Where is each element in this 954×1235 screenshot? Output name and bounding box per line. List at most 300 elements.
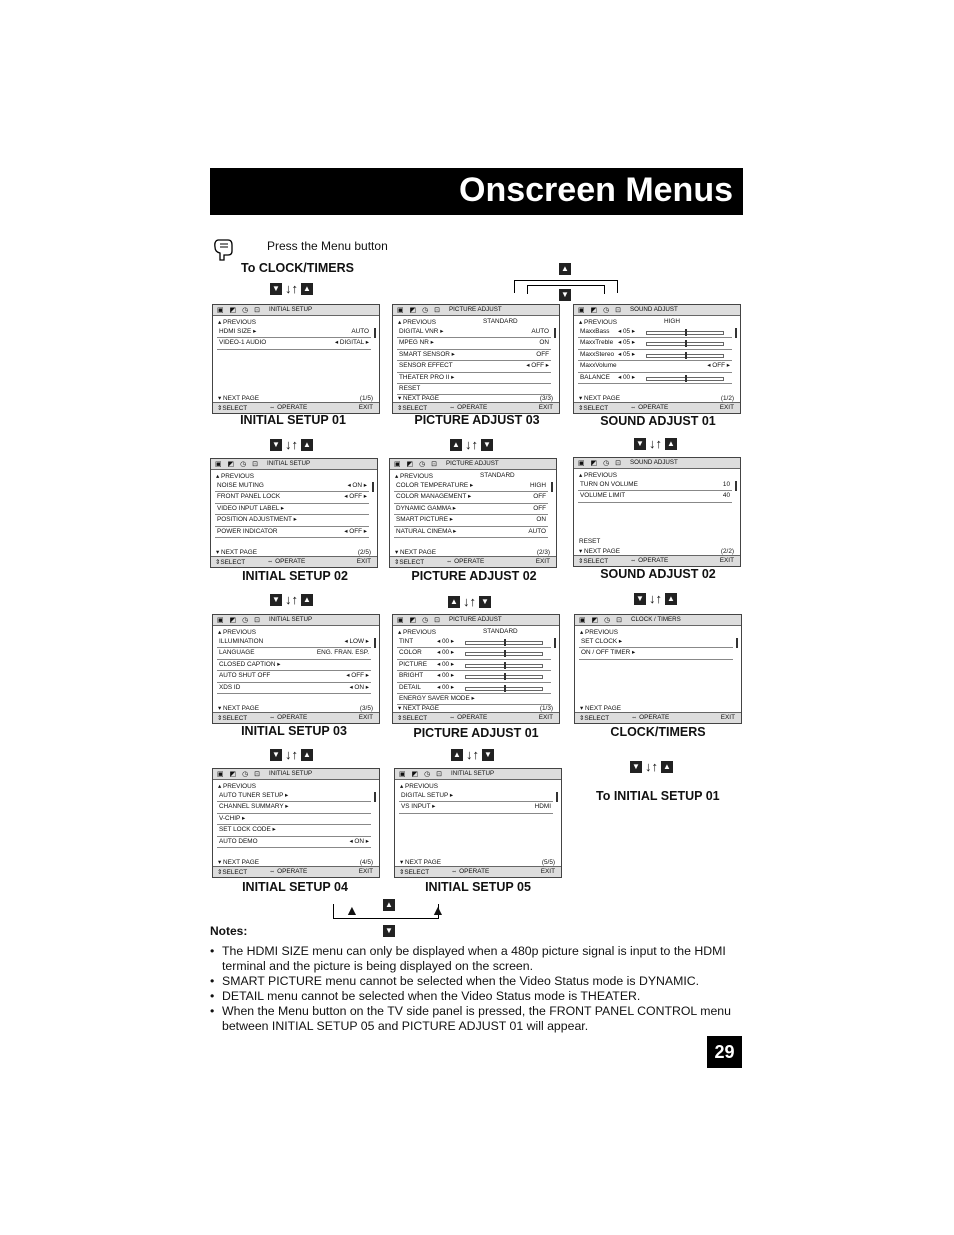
row-number: ◂ 05 ▸ xyxy=(618,339,636,347)
note-item: • DETAIL menu cannot be selected when the Video Status mode is THEATER. xyxy=(210,989,750,1004)
row-value: 40 xyxy=(722,492,730,500)
previous-label: ▴ PREVIOUS xyxy=(398,629,437,636)
row-label: AUTO TUNER SETUP ▸ xyxy=(219,792,289,799)
row-label: VIDEO-1 AUDIO xyxy=(219,339,267,347)
row-label: MaxxStereo xyxy=(580,350,615,358)
select-label: ⇕SELECT xyxy=(579,715,610,722)
slider-thumb xyxy=(504,639,506,646)
page-indicator: (1/5) xyxy=(359,395,373,402)
menu-row xyxy=(217,338,371,349)
screen-header xyxy=(393,305,559,316)
page-indicator: (1/2) xyxy=(720,395,734,402)
menu-tab-icons: ▣ ◩ ◷ ⊡ xyxy=(397,617,443,624)
menu-screen-is02 xyxy=(210,458,378,568)
previous-label: ▴ PREVIOUS xyxy=(400,783,439,790)
menu-row xyxy=(217,660,371,671)
menu-row xyxy=(217,802,371,813)
screen-label-sa01: SOUND ADJUST 01 xyxy=(600,414,716,428)
screen-header xyxy=(211,459,377,470)
row-label: DETAIL xyxy=(399,683,421,691)
row-label: FRONT PANEL LOCK xyxy=(217,493,281,501)
next-page-label: ▾ NEXT PAGE xyxy=(579,395,620,402)
next-page-label: ▾ NEXT PAGE xyxy=(400,859,441,866)
nav-arrows: ▼ ↓↑ ▲ xyxy=(634,591,677,606)
select-label: ⇕SELECT xyxy=(217,869,248,876)
menu-screen-sa02 xyxy=(573,457,741,567)
menu-row xyxy=(397,327,551,338)
row-label: TURN ON VOLUME xyxy=(580,481,638,488)
screen-title: SOUND ADJUST xyxy=(630,459,678,466)
mode-label: STANDARD xyxy=(483,318,518,325)
select-label: ⇕SELECT xyxy=(397,715,428,722)
scrollbar-icon xyxy=(554,328,556,338)
exit-label: EXIT xyxy=(535,558,550,565)
nav-arrows: ▼ ↓↑ ▲ xyxy=(270,281,313,296)
menu-row xyxy=(397,683,551,694)
slider-track xyxy=(646,377,724,381)
menu-row xyxy=(394,515,548,526)
menu-row xyxy=(579,637,733,648)
exit-label: EXIT xyxy=(356,558,371,565)
menu-row xyxy=(217,637,371,648)
row-label: LANGUAGE xyxy=(219,649,255,657)
screen-label-is05: INITIAL SETUP 05 xyxy=(425,880,531,894)
screen-header xyxy=(574,458,740,469)
row-label: VOLUME LIMIT xyxy=(580,492,626,500)
page-indicator: (3/3) xyxy=(539,395,553,402)
menu-tab-icons: ▣ ◩ ◷ ⊡ xyxy=(579,617,625,624)
previous-label: ▴ PREVIOUS xyxy=(579,319,618,326)
menu-row xyxy=(397,637,551,648)
row-value: HDMI xyxy=(534,803,551,811)
row-label: VS INPUT ▸ xyxy=(401,803,436,811)
menu-screen-pa02 xyxy=(389,458,557,568)
down-arrow-icon: ▼ xyxy=(559,287,571,301)
exit-label: EXIT xyxy=(358,714,373,721)
next-page-label: ▾ NEXT PAGE xyxy=(398,395,439,402)
menu-row xyxy=(217,814,371,825)
row-number: ◂ 00 ▸ xyxy=(437,660,455,668)
select-label: ⇕SELECT xyxy=(578,405,609,412)
row-label: BRIGHT xyxy=(399,672,424,680)
screen-header xyxy=(393,615,559,626)
nav-arrows: ▲ ↓↑ ▼ xyxy=(450,437,493,452)
screen-label-is04: INITIAL SETUP 04 xyxy=(242,880,348,894)
mode-label: STANDARD xyxy=(483,628,518,635)
page-indicator: (5/5) xyxy=(541,859,555,866)
menu-row xyxy=(394,527,548,538)
row-label: BALANCE xyxy=(580,373,610,381)
screen-footer xyxy=(390,556,556,567)
scrollbar-icon xyxy=(735,481,737,491)
screen-label-pa03: PICTURE ADJUST 03 xyxy=(414,413,540,427)
row-label: ON / OFF TIMER ▸ xyxy=(581,649,636,657)
row-value: ON xyxy=(539,339,549,347)
menu-row xyxy=(215,515,369,526)
menu-tab-icons: ▣ ◩ ◷ ⊡ xyxy=(217,617,263,624)
row-label: CLOSED CAPTION ▸ xyxy=(219,660,281,668)
exit-label: EXIT xyxy=(358,868,373,875)
menu-tab-icons: ▣ ◩ ◷ ⊡ xyxy=(399,771,445,778)
scrollbar-icon xyxy=(736,638,738,648)
slider-track xyxy=(646,354,724,358)
press-menu-text: Press the Menu button xyxy=(267,239,388,253)
previous-label: ▴ PREVIOUS xyxy=(579,472,618,479)
menu-screen-pa01 xyxy=(392,614,560,724)
previous-label: ▴ PREVIOUS xyxy=(218,319,257,326)
next-page-label: ▾ NEXT PAGE xyxy=(579,548,620,555)
scrollbar-icon xyxy=(372,482,374,492)
screen-title: PICTURE ADJUST xyxy=(449,616,502,623)
row-label: DYNAMIC GAMMA ▸ xyxy=(396,504,457,512)
row-value: ENG. FRAN. ESP. xyxy=(316,649,369,657)
reset-label: RESET xyxy=(579,538,601,545)
exit-label: EXIT xyxy=(719,404,734,411)
row-label: XDS ID xyxy=(219,683,241,691)
row-number: ◂ 05 ▸ xyxy=(618,328,636,335)
slider-track xyxy=(646,342,724,346)
operate-label: ⇔ OPERATE xyxy=(630,404,669,411)
row-value: HIGH xyxy=(530,482,546,489)
slider-track xyxy=(465,675,543,679)
slider-thumb xyxy=(504,662,506,669)
slider-thumb xyxy=(685,329,687,336)
menu-tab-icons: ▣ ◩ ◷ ⊡ xyxy=(217,307,263,314)
row-value: ◂ OFF ▸ xyxy=(346,672,369,680)
screen-label-pa02: PICTURE ADJUST 02 xyxy=(411,569,537,583)
menu-row xyxy=(397,373,551,384)
row-label: MaxxVolume xyxy=(580,362,617,370)
menu-row xyxy=(217,327,371,338)
scrollbar-icon xyxy=(556,792,558,802)
row-label: NATURAL CINEMA ▸ xyxy=(396,527,457,535)
row-value: OFF xyxy=(533,504,546,512)
up-pointer-icon: ▲ xyxy=(345,902,359,918)
page-title-bar xyxy=(210,168,743,215)
row-label: RESET xyxy=(399,384,421,392)
page-indicator: (2/2) xyxy=(720,548,734,555)
select-label: ⇕SELECT xyxy=(217,715,248,722)
slider-track xyxy=(646,331,724,335)
menu-row xyxy=(578,480,732,491)
row-value: ◂ OFF ▸ xyxy=(344,493,367,501)
previous-label: ▴ PREVIOUS xyxy=(398,319,437,326)
exit-label: EXIT xyxy=(540,868,555,875)
slider-thumb xyxy=(685,340,687,347)
menu-row xyxy=(215,527,369,538)
screen-header xyxy=(213,615,379,626)
menu-screen-is03 xyxy=(212,614,380,724)
row-label: PICTURE xyxy=(399,660,428,668)
row-label: COLOR xyxy=(399,649,422,657)
previous-label: ▴ PREVIOUS xyxy=(395,473,434,480)
screen-footer xyxy=(213,402,379,413)
row-number: ◂ 00 ▸ xyxy=(618,373,636,381)
menu-row xyxy=(578,361,732,372)
menu-tab-icons: ▣ ◩ ◷ ⊡ xyxy=(217,771,263,778)
operate-label: ⇔ OPERATE xyxy=(630,557,669,564)
up-pointer-icon: ▲ xyxy=(431,902,445,918)
menu-tab-icons: ▣ ◩ ◷ ⊡ xyxy=(578,460,624,467)
previous-label: ▴ PREVIOUS xyxy=(580,629,619,636)
row-value: ◂ ON ▸ xyxy=(347,482,367,489)
slider-track xyxy=(465,687,543,691)
row-value: ◂ ON ▸ xyxy=(349,837,369,845)
slider-thumb xyxy=(685,375,687,382)
menu-row xyxy=(578,338,732,349)
nav-arrows: ▼ ↓↑ ▲ xyxy=(634,436,677,451)
screen-title: SOUND ADJUST xyxy=(630,306,678,313)
menu-row xyxy=(394,504,548,515)
menu-row xyxy=(578,350,732,361)
screen-title: PICTURE ADJUST xyxy=(446,460,499,467)
row-label: SET CLOCK ▸ xyxy=(581,638,623,645)
operate-label: ⇔ OPERATE xyxy=(269,868,308,875)
menu-tab-icons: ▣ ◩ ◷ ⊡ xyxy=(397,307,443,314)
slider-track xyxy=(465,652,543,656)
operate-label: ⇔ OPERATE xyxy=(446,558,485,565)
menu-screen-pa03 xyxy=(392,304,560,414)
menu-row xyxy=(217,671,371,682)
mode-label: HIGH xyxy=(664,318,680,325)
screen-header xyxy=(390,459,556,470)
page-title: Onscreen Menus xyxy=(459,171,733,209)
row-value: 10 xyxy=(722,481,730,488)
row-label: ILLUMINATION xyxy=(219,638,264,645)
screen-header xyxy=(213,769,379,780)
menu-tab-icons: ▣ ◩ ◷ ⊡ xyxy=(578,307,624,314)
menu-row xyxy=(217,648,371,659)
menu-screen-ct xyxy=(574,614,742,724)
note-item: • The HDMI SIZE menu can only be displayed when a 480p picture signal is input to the HDMI terminal and the picture is being displayed on the screen. xyxy=(210,944,750,974)
select-label: ⇕SELECT xyxy=(578,558,609,565)
row-value: ◂ LOW ▸ xyxy=(344,638,369,645)
screen-label-is03: INITIAL SETUP 03 xyxy=(241,724,347,738)
row-value: AUTO xyxy=(531,328,549,335)
screen-title: INITIAL SETUP xyxy=(269,770,313,777)
row-value: AUTO xyxy=(351,328,369,335)
menu-row xyxy=(215,492,369,503)
menu-tab-icons: ▣ ◩ ◷ ⊡ xyxy=(394,461,440,468)
select-label: ⇕SELECT xyxy=(397,405,428,412)
menu-row xyxy=(397,660,551,671)
slider-track xyxy=(465,664,543,668)
row-label: POWER INDICATOR xyxy=(217,527,278,535)
row-value: AUTO xyxy=(528,527,546,535)
menu-row xyxy=(399,802,553,813)
row-label: COLOR TEMPERATURE ▸ xyxy=(396,482,474,489)
row-label: CHANNEL SUMMARY ▸ xyxy=(219,803,289,811)
row-value: ◂ OFF ▸ xyxy=(526,362,549,370)
exit-label: EXIT xyxy=(538,404,553,411)
nav-arrows: ▼ ↓↑ ▲ xyxy=(630,759,673,774)
menu-row xyxy=(397,338,551,349)
row-label: HDMI SIZE ▸ xyxy=(219,328,257,335)
nav-arrows: ▼ ↓↑ ▲ xyxy=(270,437,313,452)
row-value: ◂ DIGITAL ▸ xyxy=(334,339,369,347)
next-page-label: ▾ NEXT PAGE xyxy=(218,395,259,402)
menu-tab-icons: ▣ ◩ ◷ ⊡ xyxy=(215,461,261,468)
slider-thumb xyxy=(504,650,506,657)
menu-row xyxy=(579,648,733,659)
row-label: TINT xyxy=(399,638,414,645)
notes-list xyxy=(210,944,750,1034)
slider-thumb xyxy=(685,352,687,359)
row-label: POSITION ADJUSTMENT ▸ xyxy=(217,516,297,524)
menu-row xyxy=(215,504,369,515)
row-label: THEATER PRO II ▸ xyxy=(399,373,455,381)
row-label: AUTO SHUT OFF xyxy=(219,672,271,680)
page-indicator: (2/3) xyxy=(536,549,550,556)
page-number: 29 xyxy=(707,1036,742,1068)
screen-label-is02: INITIAL SETUP 02 xyxy=(242,569,348,583)
scrollbar-icon xyxy=(374,328,376,338)
nav-arrows: ▲ ↓↑ ▼ xyxy=(451,747,494,762)
menu-row xyxy=(217,837,371,848)
select-label: ⇕SELECT xyxy=(215,559,246,566)
screen-title: INITIAL SETUP xyxy=(269,306,313,313)
nav-arrows: ▼ ↓↑ ▲ xyxy=(270,592,313,607)
row-label: MPEG NR ▸ xyxy=(399,339,434,347)
screen-footer xyxy=(213,712,379,723)
to-clock-label: To CLOCK/TIMERS xyxy=(241,261,354,275)
screen-title: INITIAL SETUP xyxy=(451,770,495,777)
next-page-label: ▾ NEXT PAGE xyxy=(580,705,621,712)
screen-footer xyxy=(213,866,379,877)
screen-footer xyxy=(393,712,559,723)
select-label: ⇕SELECT xyxy=(394,559,425,566)
previous-label: ▴ PREVIOUS xyxy=(218,783,257,790)
next-page-label: ▾ NEXT PAGE xyxy=(216,549,257,556)
scrollbar-icon xyxy=(554,638,556,648)
nav-arrows: ▲ ↓↑ ▼ xyxy=(448,594,491,609)
menu-row xyxy=(394,481,548,492)
screen-footer xyxy=(575,712,741,723)
menu-row xyxy=(217,825,371,836)
next-page-label: ▾ NEXT PAGE xyxy=(218,859,259,866)
screen-label-ct: CLOCK/TIMERS xyxy=(610,725,706,739)
screen-footer xyxy=(393,402,559,413)
slider-thumb xyxy=(504,685,506,692)
notes-heading: Notes: xyxy=(210,924,248,938)
screen-label-sa02: SOUND ADJUST 02 xyxy=(600,567,716,581)
page-indicator: (3/5) xyxy=(359,705,373,712)
exit-label: EXIT xyxy=(719,557,734,564)
row-label: AUTO DEMO xyxy=(219,837,258,845)
operate-label: ⇔ OPERATE xyxy=(449,404,488,411)
note-item: • When the Menu button on the TV side panel is pressed, the FRONT PANEL CONTROL menu between INITIAL SETUP 05 and PICTURE ADJUST 01 will appear. xyxy=(210,1004,750,1034)
operate-label: ⇔ OPERATE xyxy=(269,404,308,411)
screen-footer xyxy=(211,556,377,567)
previous-label: ▴ PREVIOUS xyxy=(216,473,255,480)
menu-screen-is05 xyxy=(394,768,562,878)
screen-header xyxy=(574,305,740,316)
to-initial-label: To INITIAL SETUP 01 xyxy=(596,789,720,803)
row-value: OFF xyxy=(533,493,546,501)
row-label: SMART SENSOR ▸ xyxy=(399,350,455,358)
next-page-label: ▾ NEXT PAGE xyxy=(395,549,436,556)
screen-header xyxy=(575,615,741,626)
menu-row xyxy=(578,327,732,338)
screen-footer xyxy=(574,555,740,566)
row-number: ◂ 00 ▸ xyxy=(437,683,455,691)
operate-label: ⇔ OPERATE xyxy=(269,714,308,721)
screen-footer xyxy=(395,866,561,877)
menu-row xyxy=(578,373,732,384)
page-indicator: (2/5) xyxy=(357,549,371,556)
row-label: SET LOCK CODE ▸ xyxy=(219,826,276,834)
hand-press-icon xyxy=(212,237,234,261)
row-label: NOISE MUTING xyxy=(217,482,264,489)
operate-label: ⇔ OPERATE xyxy=(267,558,306,565)
operate-label: ⇔ OPERATE xyxy=(449,714,488,721)
note-item: • SMART PICTURE menu cannot be selected when the Video Status mode is DYNAMIC. xyxy=(210,974,750,989)
row-label: DIGITAL SETUP ▸ xyxy=(401,792,454,799)
row-value: ON xyxy=(536,516,546,524)
scrollbar-icon xyxy=(374,792,376,802)
row-value: OFF xyxy=(536,350,549,358)
menu-row xyxy=(578,491,732,502)
row-label: MaxxBass xyxy=(580,328,610,335)
down-arrow-icon: ▼ xyxy=(383,923,395,937)
menu-row xyxy=(215,481,369,492)
row-label: DIGITAL VNR ▸ xyxy=(399,328,444,335)
screen-header xyxy=(213,305,379,316)
row-value: ◂ OFF ▸ xyxy=(707,362,730,370)
menu-screen-is04 xyxy=(212,768,380,878)
next-page-label: ▾ NEXT PAGE xyxy=(218,705,259,712)
operate-label: ⇔ OPERATE xyxy=(451,868,490,875)
menu-row xyxy=(397,350,551,361)
operate-label: ⇔ OPERATE xyxy=(631,714,670,721)
row-value: ◂ OFF ▸ xyxy=(344,527,367,535)
screen-title: INITIAL SETUP xyxy=(269,616,313,623)
exit-label: EXIT xyxy=(720,714,735,721)
up-arrow-icon: ▲ xyxy=(559,261,571,275)
row-number: ◂ 00 ▸ xyxy=(437,649,455,657)
screen-title: INITIAL SETUP xyxy=(267,460,311,467)
exit-label: EXIT xyxy=(538,714,553,721)
menu-row xyxy=(217,791,371,802)
screen-header xyxy=(395,769,561,780)
screen-label-pa01: PICTURE ADJUST 01 xyxy=(413,726,539,740)
scrollbar-icon xyxy=(551,482,553,492)
row-number: ◂ 05 ▸ xyxy=(618,350,636,358)
slider-track xyxy=(465,641,543,645)
slider-thumb xyxy=(504,673,506,680)
menu-screen-is01 xyxy=(212,304,380,414)
page-indicator: (1/3) xyxy=(539,705,553,712)
row-label: VIDEO INPUT LABEL ▸ xyxy=(217,504,285,512)
menu-row xyxy=(217,683,371,694)
row-label: COLOR MANAGEMENT ▸ xyxy=(396,493,472,501)
menu-row xyxy=(397,361,551,372)
mode-label: STANDARD xyxy=(480,472,515,479)
screen-footer xyxy=(574,402,740,413)
screen-label-is01: INITIAL SETUP 01 xyxy=(240,413,346,427)
scrollbar-icon xyxy=(374,638,376,648)
menu-screen-sa01 xyxy=(573,304,741,414)
screen-title: CLOCK / TIMERS xyxy=(631,616,681,623)
row-label: SENSOR EFFECT xyxy=(399,362,453,370)
row-label: MaxxTreble xyxy=(580,339,614,347)
row-number: ◂ 00 ▸ xyxy=(437,638,455,645)
row-value: ◂ ON ▸ xyxy=(349,683,369,691)
screen-title: PICTURE ADJUST xyxy=(449,306,502,313)
row-label: V-CHIP ▸ xyxy=(219,814,246,822)
page-indicator: (4/5) xyxy=(359,859,373,866)
select-label: ⇕SELECT xyxy=(217,405,248,412)
